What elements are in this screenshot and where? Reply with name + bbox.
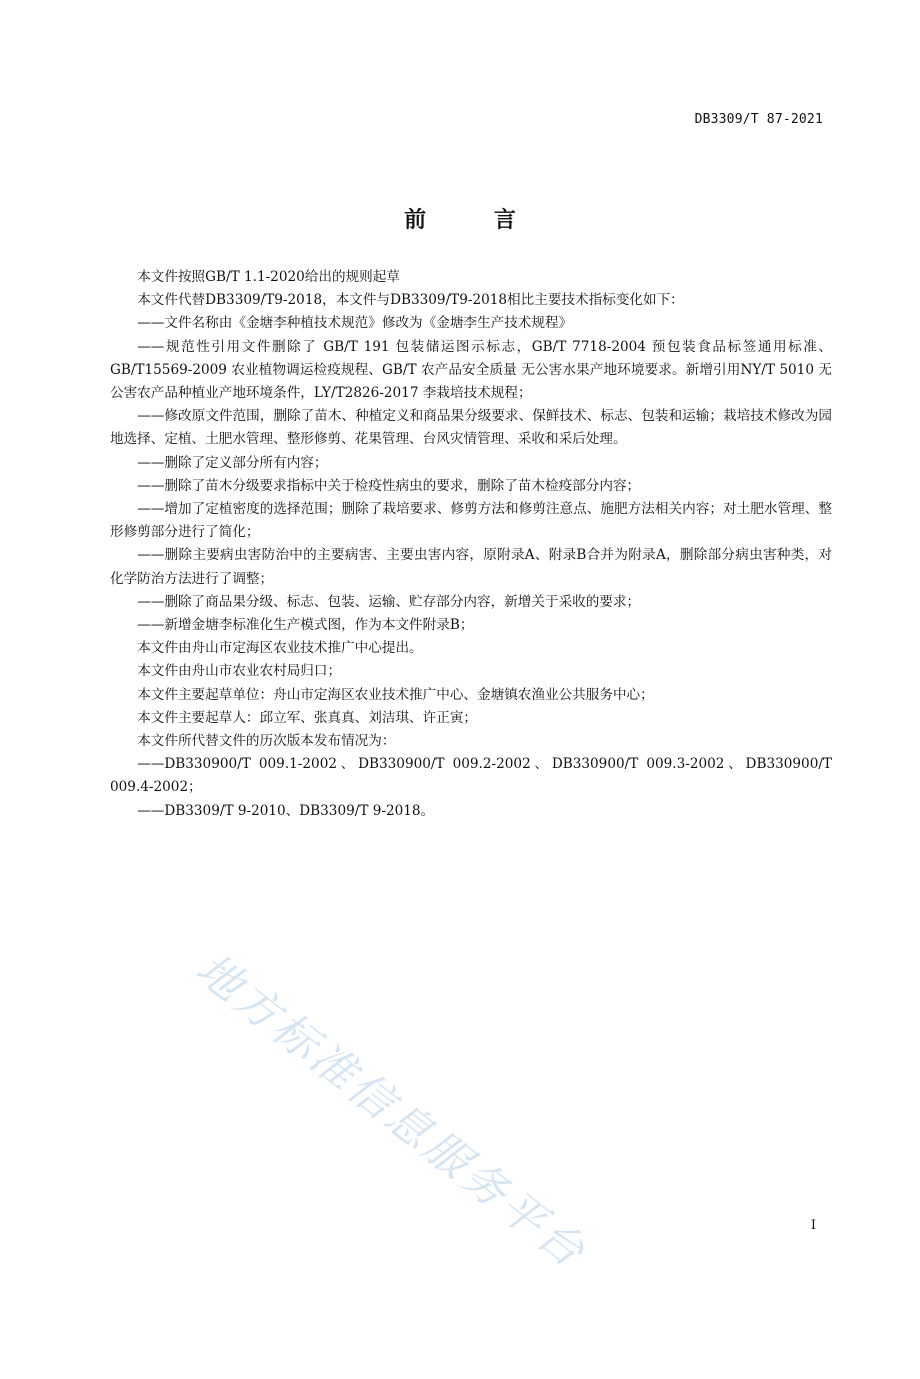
paragraph: 本文件主要起草单位：舟山市定海区农业技术推广中心、金塘镇农渔业公共服务中心；: [137, 686, 654, 703]
page-title: 前 言: [404, 208, 546, 233]
paragraph: 本文件代替DB3309/T9-2018，本文件与DB3309/T9-2018相比主要技术指标变化如下：: [137, 292, 684, 309]
document-code: DB3309/T 87-2021: [694, 112, 823, 127]
paragraph: 本文件所代替文件的历次版本发布情况为：: [137, 733, 396, 750]
page-number: I: [810, 1218, 816, 1233]
paragraph: ——DB3309/T 9-2010、DB3309/T 9-2018。: [137, 802, 435, 819]
paragraph: ——新增金塘李标准化生产模式图，作为本文件附录B；: [137, 617, 474, 634]
paragraph: ——修改原文件范围，删除了苗木、种植定义和商品果分级要求、保鲜技术、标志、包装和运输；栽培技术修改为园地选择、定植、土肥水管理、整形修剪、花果管理、台风灾情管理、采收和采后处理。: [110, 408, 832, 448]
paragraph: ——删除了苗木分级要求指标中关于检疫性病虫的要求，删除了苗木检疫部分内容；: [137, 477, 641, 494]
paragraph: ——删除了商品果分级、标志、包装、运输、贮存部分内容，新增关于采收的要求；: [137, 593, 641, 610]
watermark: 地方标准信息服务平台: [186, 943, 597, 1280]
foreword-body: [110, 266, 832, 823]
paragraph: ——删除主要病虫害防治中的主要病害、主要虫害内容，原附录A、附录B合并为附录A，删除部分病虫害种类，对化学防治方法进行了调整；: [110, 547, 832, 587]
paragraph: ——删除了定义部分所有内容；: [137, 454, 328, 471]
paragraph: ——DB330900/T 009.1-2002、DB330900/T 009.2-2002、DB330900/T 009.3-2002、DB330900/T 009.4-2002；: [110, 756, 832, 796]
paragraph: 本文件由舟山市定海区农业技术推广中心提出。: [137, 640, 423, 657]
paragraph: 本文件按照GB/T 1.1-2020给出的规则起草: [137, 269, 400, 285]
paragraph: ——规范性引用文件删除了 GB/T 191 包装储运图示标志，GB/T 7718-2004 预包装食品标签通用标准、GB/T15569-2009 农业植物调运检疫规程、GB/T 农产品安全质量 无公害水果产地环境要求。新增引用NY/T 5010 无公害农产品种植业产地环境条件，LY/T2826-2017 李栽培技术规程；: [110, 338, 832, 402]
paragraph: 本文件由舟山市农业农村局归口；: [137, 663, 342, 680]
paragraph: 本文件主要起草人：邱立军、张真真、刘洁琪、许正寅；: [137, 709, 478, 726]
paragraph: ——增加了定植密度的选择范围；删除了栽培要求、修剪方法和修剪注意点、施肥方法相关内容；对土肥水管理、整形修剪部分进行了简化；: [110, 501, 832, 541]
paragraph: ——文件名称由《金塘李种植技术规范》修改为《金塘李生产技术规程》: [137, 315, 573, 332]
